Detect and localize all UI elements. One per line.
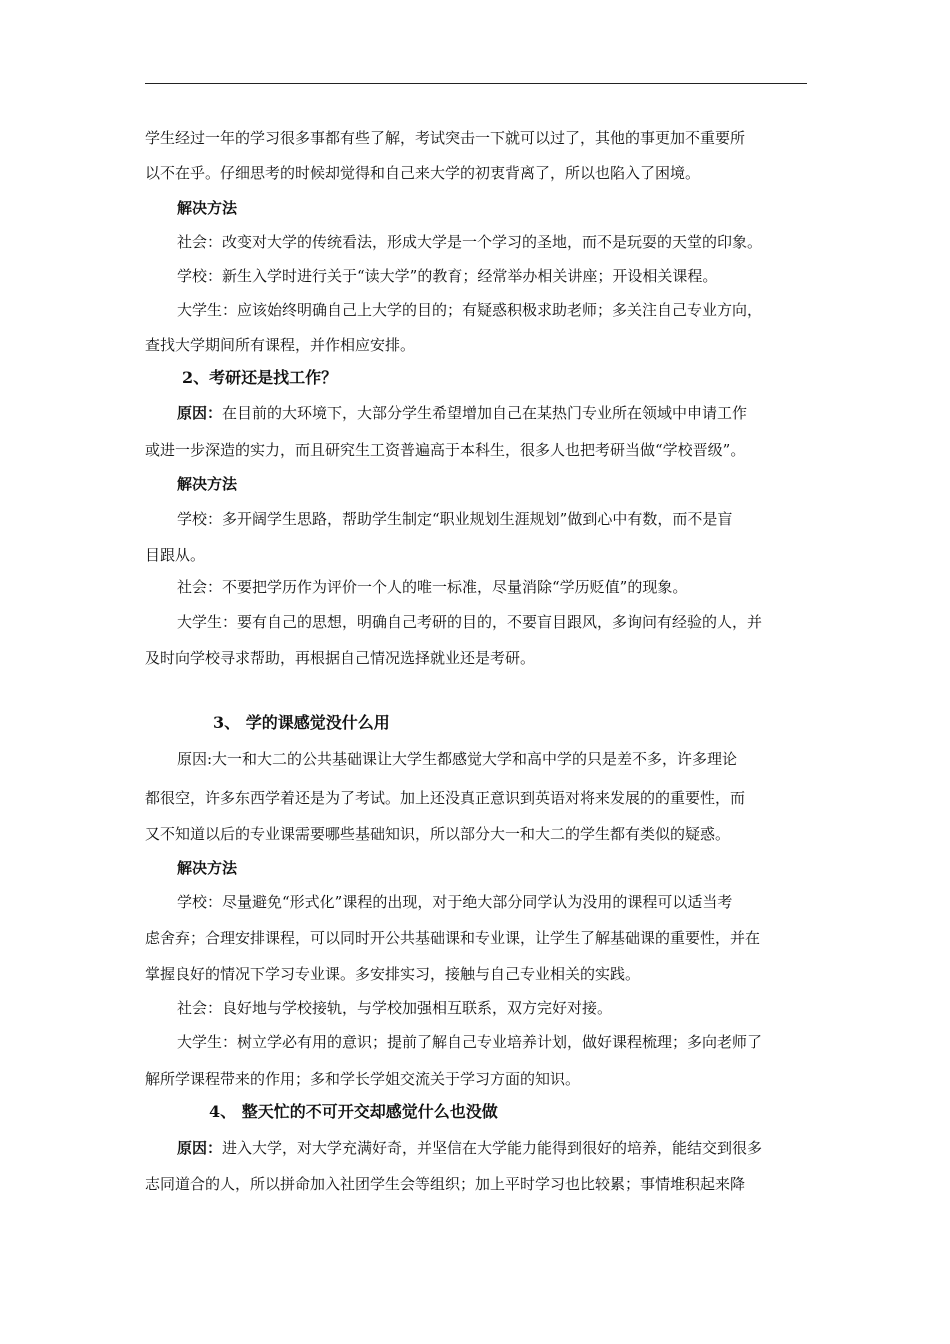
paragraph-line: 及时向学校寻求帮助，再根据自己情况选择就业还是考研。 [145,649,536,667]
solution-label: 解决方法 [177,475,238,493]
solution-label: 解决方法 [177,199,238,217]
paragraph-line: 志同道合的人，所以拼命加入社团学生会等组织；加上平时学习也比较累；事情堆积起来降 [145,1175,746,1193]
paragraph-line: 学生经过一年的学习很多事都有些了解，考试突击一下就可以过了，其他的事更加不重要所 [145,129,746,147]
paragraph-line: 原因:大一和大二的公共基础课让大学生都感觉大学和高中学的只是差不多，许多理论 [177,750,738,768]
section-heading: 2、考研还是找工作？ [182,368,338,387]
paragraph-line: 解所学课程带来的作用；多和学长学姐交流关于学习方面的知识。 [145,1070,581,1088]
reason-text: 进入大学，对大学充满好奇，并坚信在大学能力能得到很好的培养，能结交到很多 [222,1139,763,1157]
reason-text: 在目前的大环境下，大部分学生希望增加自己在某热门专业所在领域中申请工作 [222,404,748,422]
paragraph-line: 社会：改变对大学的传统看法，形成大学是一个学习的圣地，而不是玩耍的天堂的印象。 [177,233,763,251]
paragraph-line: 大学生：要有自己的思想，明确自己考研的目的，不要盲目跟风，多询问有经验的人，并 [177,613,763,631]
paragraph-line: 大学生：树立学必有用的意识；提前了解自己专业培养计划，做好课程梳理；多向老师了 [177,1033,763,1051]
paragraph-line: 都很空，许多东西学着还是为了考试。加上还没真正意识到英语对将来发展的的重要性，而 [145,789,746,807]
solution-label: 解决方法 [177,859,238,877]
paragraph-line: 学校：尽量避免“形式化”课程的出现，对于绝大部分同学认为没用的课程可以适当考 [177,893,733,911]
paragraph-line: 学校：多开阔学生思路，帮助学生制定“职业规划生涯规划”做到心中有数，而不是盲 [177,510,733,528]
paragraph-line: 社会：良好地与学校接轨，与学校加强相互联系，双方完好对接。 [177,999,613,1017]
paragraph-line: 学校：新生入学时进行关于“读大学”的教育；经常举办相关讲座；开设相关课程。 [177,267,718,285]
paragraph-line: 又不知道以后的专业课需要哪些基础知识，所以部分大一和大二的学生都有类似的疑惑。 [145,825,731,843]
paragraph-line: 虑舍弃；合理安排课程，可以同时开公共基础课和专业课，让学生了解基础课的重要性，并在 [145,929,761,947]
paragraph-line: 大学生：应该始终明确自己上大学的目的；有疑惑积极求助老师；多关注自己专业方向， [177,301,763,319]
reason-label: 原因： [177,1139,223,1157]
header-rule [145,83,807,84]
section-heading: 4、 整天忙的不可开交却感觉什么也没做 [209,1102,498,1121]
paragraph-line: 查找大学期间所有课程，并作相应安排。 [145,336,416,354]
paragraph-line [177,403,841,423]
paragraph-line: 以不在乎。仔细思考的时候却觉得和自己来大学的初衷背离了，所以也陷入了困境。 [145,164,701,182]
reason-label: 原因： [177,404,223,422]
paragraph-line: 目跟从。 [145,546,206,564]
section-heading: 3、 学的课感觉没什么用 [213,713,390,732]
paragraph-line: 掌握良好的情况下学习专业课。多安排实习，接触与自己专业相关的实践。 [145,965,641,983]
paragraph-line: 社会：不要把学历作为评价一个人的唯一标准，尽量消除“学历贬值”的现象。 [177,578,688,596]
paragraph-line: 或进一步深造的实力，而且研究生工资普遍高于本科生，很多人也把考研当做“学校晋级”。 [145,441,746,459]
paragraph-line [177,1138,841,1158]
